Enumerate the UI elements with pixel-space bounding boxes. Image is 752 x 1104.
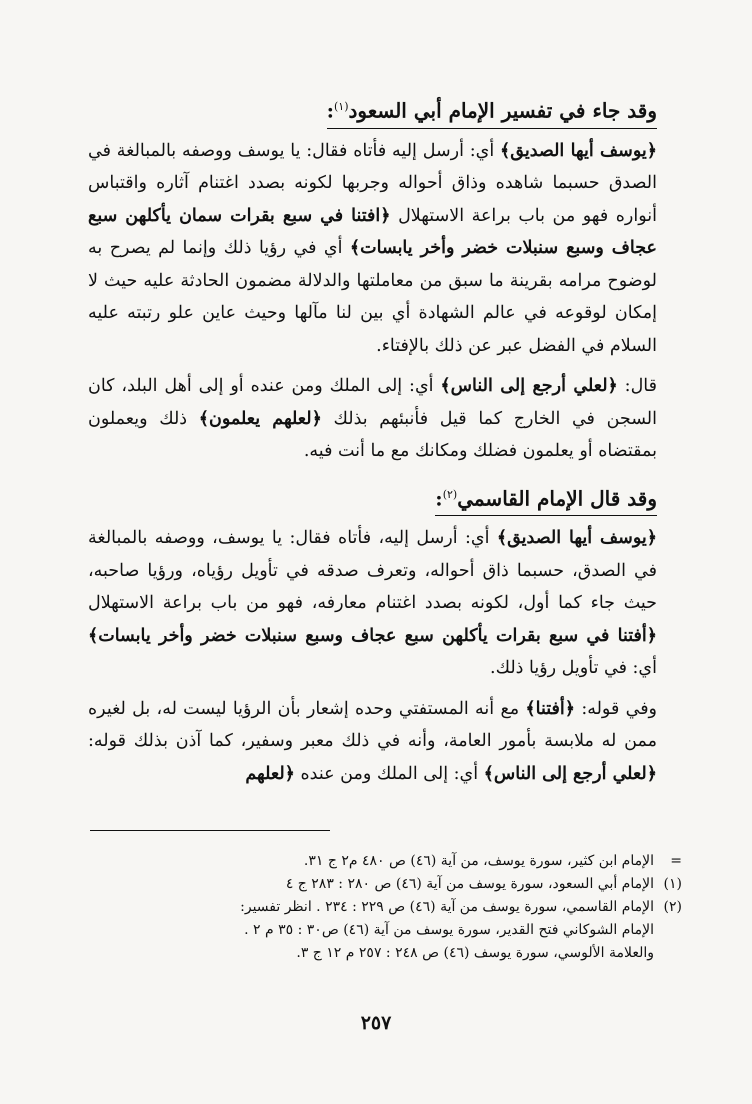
quran-quote: ﴿أفتنا﴾ bbox=[525, 698, 576, 719]
quran-quote: ﴿يوسف أيها الصديق﴾ bbox=[496, 528, 657, 549]
quran-quote: ﴿لعلهم bbox=[245, 763, 295, 784]
footnote-text: والعلامة الألوسي، سورة يوسف (٤٦) ص ٢٤٨ : ٢٥٧ م ١٢ ج ٣. bbox=[296, 945, 654, 961]
footnote-line bbox=[90, 942, 682, 965]
paragraph-text: أي: أرسل إليه فأتاه فقال: يا يوسف ووصفه بالمبالغة في الصدق حسبما شاهده وذاق أحواله وجربها لكونه بصدد اغتنام آثاره واقتباس أنواره فهو من باب براعة الاستهلال bbox=[88, 140, 657, 226]
footnote-ref-1: (١) bbox=[333, 100, 349, 113]
footnote-ref-2: (٢) bbox=[442, 487, 458, 501]
quran-quote: ﴿افتنا في سبع بقرات سمان يأكلهن سبع عجاف وسبع سنبلات خضر وأخر يابسات﴾ bbox=[88, 205, 657, 259]
section1-paragraph2 bbox=[88, 370, 657, 468]
section2-heading-text: وقد قال الإمام القاسمي bbox=[457, 486, 657, 511]
paragraph-text: أي: في تأويل رؤيا ذلك. bbox=[490, 658, 657, 679]
quran-quote: ﴿لعلي أرجع إلى الناس﴾ bbox=[440, 376, 618, 397]
quran-quote: ﴿يوسف أيها الصديق﴾ bbox=[499, 140, 657, 161]
section1-paragraph1 bbox=[88, 135, 657, 363]
footnote-text: الإمام أبي السعود، سورة يوسف من آية (٤٦) ص ٢٨٠ : ٢٨٣ ج ٤ bbox=[285, 876, 654, 892]
footnote-line bbox=[90, 919, 682, 942]
quran-quote: ﴿لعلي أرجع إلى الناس﴾ bbox=[483, 763, 657, 784]
section1-heading-colon: : bbox=[326, 98, 334, 123]
footnotes bbox=[90, 850, 682, 965]
section2-heading bbox=[435, 480, 657, 517]
paragraph-text: أي: إلى الملك ومن عنده أو إلى أهل البلد، كان السجن في الخارج كما قيل فأنبئهم بذلك bbox=[88, 376, 658, 429]
paragraph-text: ذلك ويعملون بمقتضاه أو يعلمون فضلك ومكانك مع ما أنت فيه. bbox=[88, 408, 657, 462]
footnote-line bbox=[90, 896, 682, 919]
section1-heading-text: وقد جاء في تفسير الإمام أبي السعود bbox=[348, 98, 657, 123]
footnote-line bbox=[90, 850, 682, 873]
footnote-divider bbox=[90, 830, 330, 831]
quran-quote: ﴿أفتنا في سبع بقرات يأكلهن سبع عجاف وسبع سنبلات خضر وأخر يابسات﴾ bbox=[88, 625, 657, 646]
quran-quote: ﴿لعلهم يعلمون﴾ bbox=[198, 408, 322, 429]
paragraph-text: أي: إلى الملك ومن عنده bbox=[294, 763, 484, 784]
paragraph-text: أي في رؤيا ذلك وإنما لم يصرح به لوضوح مرامه بقرينة ما سبق من معاملتها والدلالة مضمون الحادثة عليه حيث لا إمكان لوقوعه في عالم الشهادة أي بين لنا مآلها وحيث عاين علو رتبته عليه السلام في الفضل عبر عن ذلك بالإفتاء. bbox=[88, 238, 657, 356]
footnote-mark: = bbox=[670, 853, 682, 869]
section2-paragraph2 bbox=[88, 693, 657, 791]
footnote-mark: (١) bbox=[663, 876, 682, 892]
footnote-text: الإمام القاسمي، سورة يوسف من آية (٤٦) ص ٢٢٩ : ٢٣٤ . انظر تفسير: bbox=[240, 899, 654, 915]
section1-heading bbox=[327, 92, 657, 129]
paragraph-text: قال: bbox=[617, 376, 657, 397]
page-number: ٢٥٧ bbox=[360, 1012, 392, 1034]
paragraph-text: أي: أرسل إليه، فأتاه فقال: يا يوسف، ووصفه بالمبالغة في الصدق، حسبما ذاق أحواله، وتعرف صدقه في تأويل رؤياه، ورؤيا صاحبه، حيث جاء كما أول، لكونه بصدد اغتنام معارفه، فهو من باب براعة الاستهلال bbox=[88, 528, 657, 614]
section2-paragraph1 bbox=[88, 522, 657, 685]
section2-heading-colon: : bbox=[435, 486, 443, 511]
footnote-mark: (٢) bbox=[663, 899, 682, 915]
paragraph-text: مع أنه المستفتي وحده إشعار بأن الرؤيا ليست له، بل لغيره ممن له ملابسة بأمور العامة، وأنه في ذلك معبر وسفير، كما آذن بذلك قوله: bbox=[88, 698, 657, 752]
footnote-line bbox=[90, 873, 682, 896]
footnote-text: الإمام الشوكاني فتح القدير، سورة يوسف من آية (٤٦) ص٣٠ : ٣٥ م ٢ . bbox=[244, 922, 654, 938]
footnote-text: الإمام ابن كثير، سورة يوسف، من آية (٤٦) ص ٤٨٠ م٢ ج ٣١. bbox=[303, 853, 654, 869]
main-text bbox=[88, 92, 657, 790]
paragraph-text: وفي قوله: bbox=[575, 698, 658, 719]
